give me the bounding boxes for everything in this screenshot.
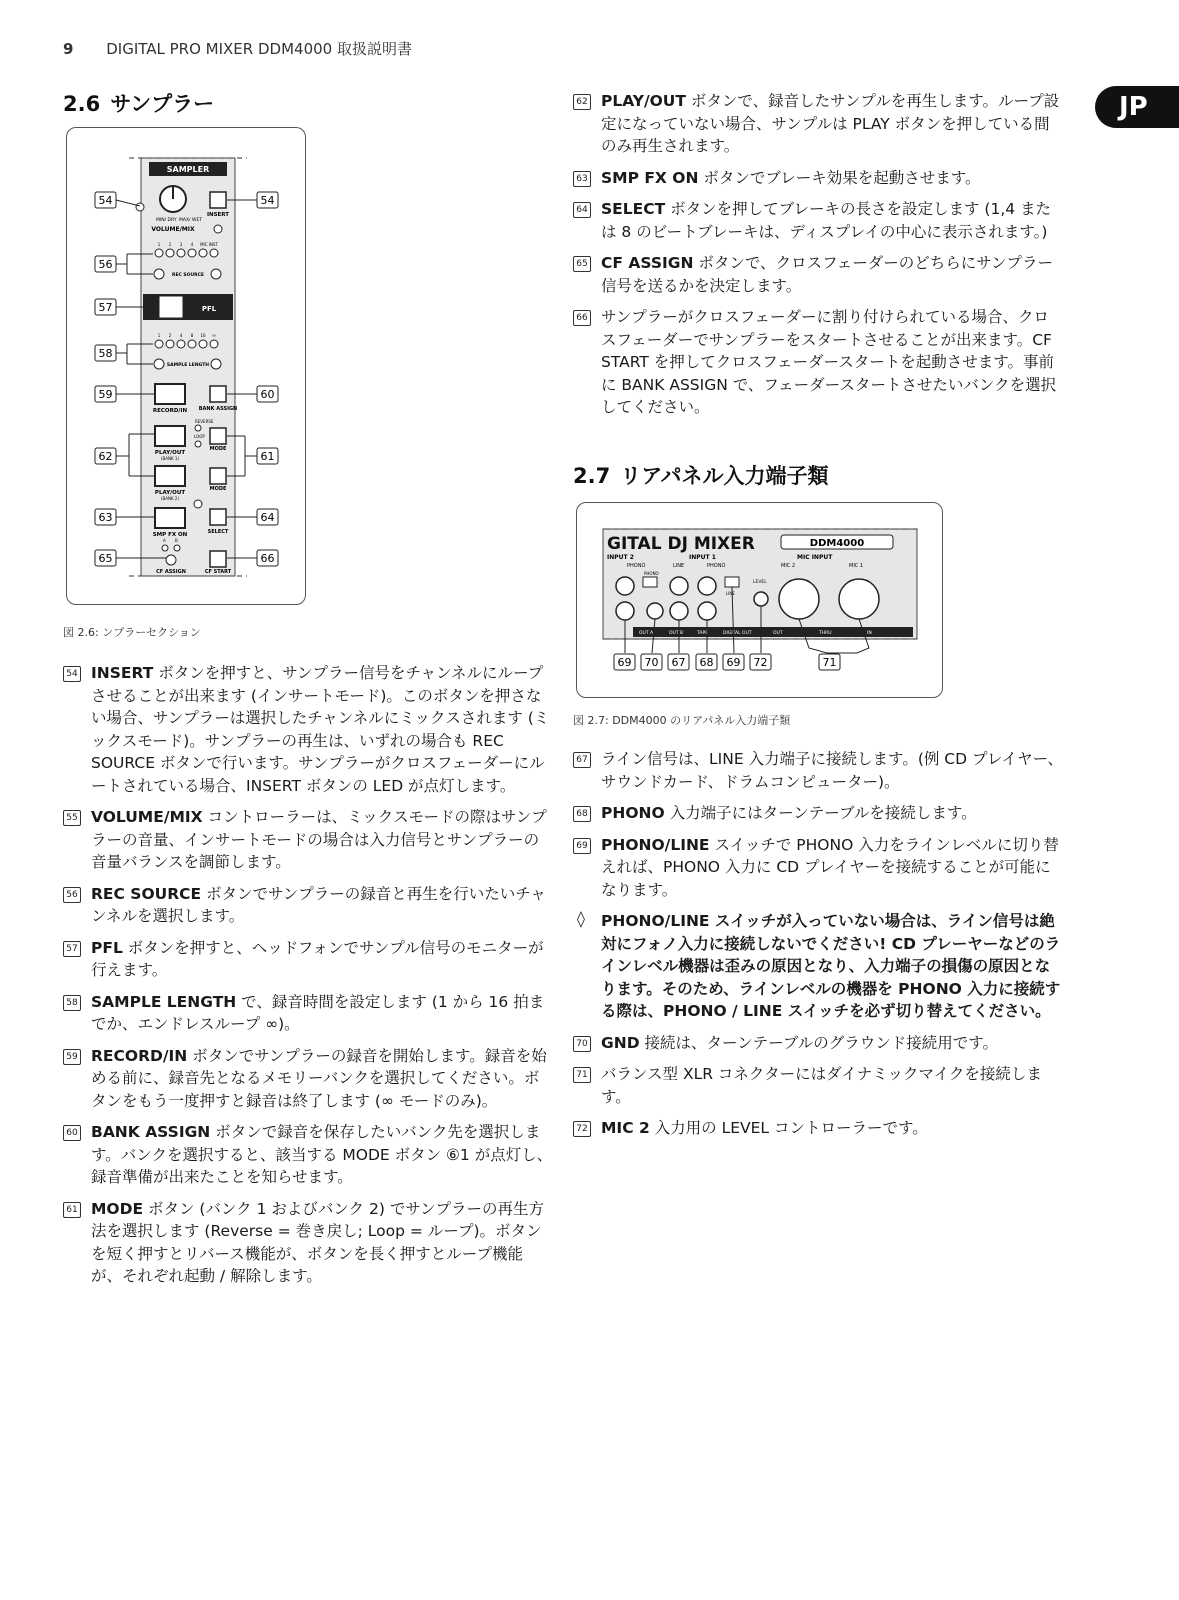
label-bank-assign: BANK ASSIGN (198, 406, 238, 412)
rec-source-left-button (154, 269, 164, 279)
insert-button (210, 192, 226, 208)
item-number: 64 (573, 202, 591, 218)
label-level: LEVEL (753, 580, 767, 585)
bank-assign-button (210, 386, 226, 402)
gnd-terminal (647, 603, 663, 619)
logo-text: DDM4000 (809, 538, 865, 549)
item-number: 56 (63, 887, 81, 903)
item-number: 62 (573, 94, 591, 110)
item-keyword: REC SOURCE (91, 884, 202, 903)
item-text: ボタン (バンク 1 およびバンク 2) でサンプラーの再生方法を選択します (Reverse = 巻き戻し; Loop = ループ)。ボタンを短く押すとリバース機能が、ボタンを長く押すとループ機能が、それぞれ起動 / 解除します。 (91, 1199, 545, 1285)
label-loop: LOOP (194, 434, 205, 439)
callout: 67 (671, 656, 686, 669)
callout: 62 (98, 450, 113, 463)
callout: 65 (98, 552, 113, 565)
list-item (573, 834, 1063, 902)
callout: 66 (260, 552, 275, 565)
label-cf-start: CF START (204, 569, 232, 575)
label-b: B (175, 538, 178, 543)
phono-line-switch-2 (725, 577, 739, 587)
section-heading-2-7 (573, 460, 829, 490)
item-number: 55 (63, 810, 81, 826)
screw-icon (136, 203, 144, 211)
item-number: 63 (573, 171, 591, 187)
item-keyword: CF ASSIGN (601, 254, 694, 272)
item-number: 60 (63, 1125, 81, 1141)
item-keyword: MIC 2 (601, 1119, 650, 1137)
item-text: 入力端子にはターンテーブルを接続します。 (664, 804, 977, 822)
led-label: 4 (190, 242, 194, 247)
rec-source-right-button (211, 269, 221, 279)
label-select: SELECT (207, 529, 229, 535)
item-keyword: PHONO/LINE (601, 835, 710, 854)
callout: 63 (98, 511, 113, 524)
label-insert: INSERT (206, 212, 230, 218)
label-mic-1: MIC 1 (849, 563, 864, 569)
label-record-in: RECORD/IN (152, 408, 188, 414)
label-input-1: INPUT 1 (689, 554, 716, 561)
label-play-out-1: PLAY/OUT (154, 450, 186, 456)
item-keyword: SELECT (601, 200, 666, 218)
label-max-wet: MAX/ WET (179, 218, 203, 223)
label-smp-fx-on: SMP FX ON (152, 532, 188, 538)
item-keyword: MODE (91, 1199, 144, 1218)
callout: 59 (98, 388, 113, 401)
label-bank1: (BANK 1) (160, 456, 180, 461)
len-label: 8 (190, 333, 194, 338)
label-a: A (163, 538, 166, 543)
label-switch-phono: PHONO (644, 571, 659, 576)
list-item (63, 937, 553, 982)
callout: 72 (753, 656, 768, 669)
mode-bank1-button (210, 428, 226, 444)
item-text: ボタンでサンプラーの録音を開始します。録音を始める前に、録音先となるメモリーバンクを選択してください。ボタンをもう一度押すと録音は終了します (∞ モードのみ)。 (91, 1046, 547, 1110)
label-mic-2: MIC 2 (781, 563, 796, 569)
item-keyword: SAMPLE LENGTH (91, 992, 237, 1011)
label-bank2: (BANK 2) (160, 496, 180, 501)
item-text: バランス型 XLR コネクターにはダイナミックマイクを接続します。 (601, 1065, 1042, 1106)
item-text: ボタンを押してブレーキの長さを設定します (1,4 または 8 のビートブレーキは、ディスプレイの中心に表示されます。) (601, 200, 1052, 241)
item-number: 69 (573, 838, 591, 854)
list-item (63, 883, 553, 928)
list-item (573, 306, 1063, 419)
label-input-2: INPUT 2 (607, 554, 634, 561)
len-label: 1 (157, 333, 161, 338)
callout: 64 (260, 511, 275, 524)
screw-icon (214, 225, 222, 233)
item-keyword: PFL (91, 938, 123, 957)
list-item (573, 748, 1063, 793)
rear-panel-drawing (577, 503, 942, 697)
document-title: DIGITAL PRO MIXER DDM4000 取扱説明書 (106, 40, 412, 58)
list-item (573, 198, 1063, 243)
label-mode-2: MODE (209, 486, 227, 492)
item-number: 65 (573, 256, 591, 272)
label-digital-out: DIGITAL OUT (723, 631, 752, 636)
phono-line-switch (643, 577, 657, 587)
label-pfl: PFL (201, 305, 217, 313)
led-label: 3 (179, 242, 183, 247)
len-label: 4 (179, 333, 183, 338)
led-label: MIC INST (200, 242, 218, 247)
label-tape: TAPE (697, 631, 709, 636)
rear-callout-labels (614, 654, 840, 670)
record-in-button (155, 384, 185, 404)
label-rec-source: REC SOURCE (172, 273, 204, 278)
label-phono: PHONO (627, 563, 646, 569)
item-keyword: INSERT (91, 664, 154, 682)
item-number: 71 (573, 1067, 591, 1083)
list-item (573, 252, 1063, 297)
item-number: 59 (63, 1049, 81, 1065)
pfl-button (159, 296, 183, 318)
sample-length-right-button (211, 359, 221, 369)
cf-start-button (210, 551, 226, 567)
led-label: 2 (168, 242, 172, 247)
figure-caption-2-7: 図 2.7: DDM4000 のリアパネル入力端子類 (573, 714, 791, 727)
led-label: 1 (157, 242, 161, 247)
item-keyword: PLAY/OUT (601, 92, 686, 110)
page-header (63, 38, 412, 59)
callout: 69 (617, 656, 632, 669)
input2-jack (616, 602, 634, 620)
label-in: IN (867, 631, 872, 636)
language-tab: JP (1095, 86, 1179, 128)
sample-length-left-button (154, 359, 164, 369)
item-keyword: SMP FX ON (601, 168, 699, 187)
section-number: 2.7 (573, 464, 611, 488)
callout: 61 (260, 450, 275, 463)
item-text: PHONO/LINE スイッチが入っていない場合は、ライン信号は絶対にフォノ入力に接続しないでください! CD プレーヤーなどのラインレベル機器は歪みの原因となり、入力端子の損傷の原因となります。そのため、ラインレベルの機器を PHONO 入力に接続する際は、PHONO / LINE スイッチを必ず切り替えてください。 (601, 912, 1061, 1020)
item-text: ボタンを押すと、ヘッドフォンでサンプル信号のモニターが行えます。 (91, 938, 544, 979)
smp-fx-on-button (155, 508, 185, 528)
item-text: 接続は、ターンテーブルのグラウンド接続用です。 (639, 1033, 999, 1052)
list-item (63, 1121, 553, 1189)
warning-icon: ◊ (577, 909, 585, 928)
play-out-bank2-button (155, 466, 185, 486)
mode-bank2-button (210, 468, 226, 484)
sampler-panel-drawing (67, 128, 305, 604)
item-keyword: GND (601, 1033, 640, 1052)
label-cf-assign: CF ASSIGN (156, 569, 186, 575)
callout: 54 (260, 194, 275, 207)
label-out: OUT (773, 631, 783, 636)
item-text: ライン信号は、LINE 入力端子に接続します。(例 CD プレイヤー、サウンドカード、ドラムコンピューター)。 (601, 750, 1063, 791)
list-item (63, 1045, 553, 1113)
list-item (573, 802, 1063, 825)
label-thru: THRU (819, 631, 832, 636)
list-item (63, 662, 553, 797)
item-number: 72 (573, 1121, 591, 1137)
select-button (210, 509, 226, 525)
list-item (63, 806, 553, 874)
figure-caption-2-6: 図 2.6: ンプラーセクション (63, 626, 201, 639)
list-item (63, 991, 553, 1036)
line-jack (670, 577, 688, 595)
rear-panel-title: GITAL DJ MIXER (607, 534, 755, 554)
mic2-xlr (779, 579, 819, 619)
list-item (573, 90, 1063, 158)
section-heading-2-6 (63, 88, 214, 118)
list-item (573, 1117, 1063, 1140)
callout: 68 (699, 656, 714, 669)
list-item (573, 167, 1063, 190)
item-text: で、録音時間を設定します (1 から 16 拍までか、エンドレスループ ∞)。 (91, 992, 545, 1033)
section-number: 2.6 (63, 92, 101, 116)
item-keyword: VOLUME/MIX (91, 808, 203, 826)
item-text: ボタンでサンプラーの録音と再生を行いたいチャンネルを選択します。 (91, 884, 546, 925)
item-text: コントローラーは、ミックスモードの際はサンプラーの音量、インサートモードの場合は入力信号とサンプラーの音量バランスを調節します。 (91, 808, 547, 871)
section-title: リアパネル入力端子類 (620, 464, 829, 488)
label-play-out-2: PLAY/OUT (154, 490, 186, 496)
item-text: サンプラーがクロスフェーダーに割り付けられている場合、クロスフェーダーでサンプラーをスタートさせることが出来ます。CF START を押してクロスフェーダースタートを起動させます。事前に BANK ASSIGN で、フェーダースタートさせたいバンクを選択してください。 (601, 308, 1057, 416)
page-number: 9 (63, 40, 74, 58)
label-volume-mix: VOLUME/MIX (151, 226, 195, 233)
callout: 56 (98, 258, 113, 271)
play-out-bank1-button (155, 426, 185, 446)
item-number: 67 (573, 752, 591, 768)
item-number: 58 (63, 995, 81, 1011)
label-mic-input: MIC INPUT (797, 554, 833, 561)
label-switch-line: LINE (726, 591, 735, 596)
list-item (573, 1032, 1063, 1055)
sampler-item-list (63, 662, 553, 1297)
callout: 57 (98, 301, 113, 314)
list-item (573, 1063, 1063, 1108)
label-line: LINE (673, 563, 685, 569)
item-text: ボタンでブレーキ効果を起動させます。 (698, 168, 981, 187)
list-item (63, 1198, 553, 1288)
label-mode-1: MODE (209, 446, 227, 452)
phono-jack-3 (698, 602, 716, 620)
item-number: 57 (63, 941, 81, 957)
sampler-item-list-continued (573, 90, 1063, 428)
cf-assign-button (166, 555, 176, 565)
phono-jack-2 (698, 577, 716, 595)
label-out-a: OUT A (639, 631, 654, 636)
item-keyword: BANK ASSIGN (91, 1123, 211, 1141)
label-min-dry: MIN/ DRY (156, 218, 177, 223)
mic2-level-knob (754, 592, 768, 606)
item-text: ボタンで、クロスフェーダーのどちらにサンプラー信号を送るかを決定します。 (601, 254, 1054, 295)
sampler-figure (66, 127, 306, 605)
list-item (573, 910, 1063, 1023)
item-text: ボタンを押すと、サンプラー信号をチャンネルにループさせることが出来ます (インサートモード)。このボタンを押さない場合、サンプラーは選択したチャンネルにミックスされます (ミックスモード)。サンプラーの再生は、いずれの場合も REC SOURCE ボタンで行います。サンプラーがクロスフェーダーにルートされている場合、INSERT ボタンの LED が点灯します。 (91, 664, 550, 795)
label-reverse: REVERSE (195, 419, 214, 424)
sampler-title: SAMPLER (166, 165, 210, 174)
item-number: 54 (63, 666, 81, 682)
item-keyword: RECORD/IN (91, 1046, 188, 1065)
label-out-b: OUT B (669, 631, 684, 636)
item-number: 61 (63, 1202, 81, 1218)
line-jack-2 (670, 602, 688, 620)
mic1-xlr (839, 579, 879, 619)
callout: 69 (726, 656, 741, 669)
label-sample-length: SAMPLE LENGTH (166, 363, 210, 368)
len-label: 2 (168, 333, 172, 338)
rear-panel-item-list (573, 748, 1063, 1149)
item-number: 68 (573, 806, 591, 822)
screw-icon (194, 500, 202, 508)
callout: 58 (98, 347, 113, 360)
label-phono-2: PHONO (707, 563, 726, 569)
callout: 71 (822, 656, 837, 669)
item-keyword: PHONO (601, 804, 665, 822)
len-label: ∞ (211, 333, 217, 339)
item-number: 66 (573, 310, 591, 326)
phono-jack (616, 577, 634, 595)
item-text: ボタンで録音を保存したいバンク先を選択します。バンクを選択すると、該当する MODE ボタン ⑥1 が点灯し、録音準備が出来たことを知らせます。 (91, 1123, 553, 1186)
rear-panel-figure (576, 502, 943, 698)
item-text: スイッチで PHONO 入力をラインレベルに切り替えれば、PHONO 入力に CD プレイヤーを接続することが可能になります。 (601, 835, 1059, 899)
callout: 60 (260, 388, 275, 401)
callout: 70 (644, 656, 659, 669)
item-number: 70 (573, 1036, 591, 1052)
callout: 54 (98, 194, 113, 207)
item-text: 入力用の LEVEL コントローラーです。 (649, 1119, 928, 1137)
section-title: サンプラー (110, 92, 215, 116)
item-text: ボタンで、録音したサンプルを再生します。ループ設定になっていない場合、サンプルは PLAY ボタンを押している間のみ再生されます。 (601, 92, 1060, 155)
len-label: 16 (200, 333, 206, 338)
